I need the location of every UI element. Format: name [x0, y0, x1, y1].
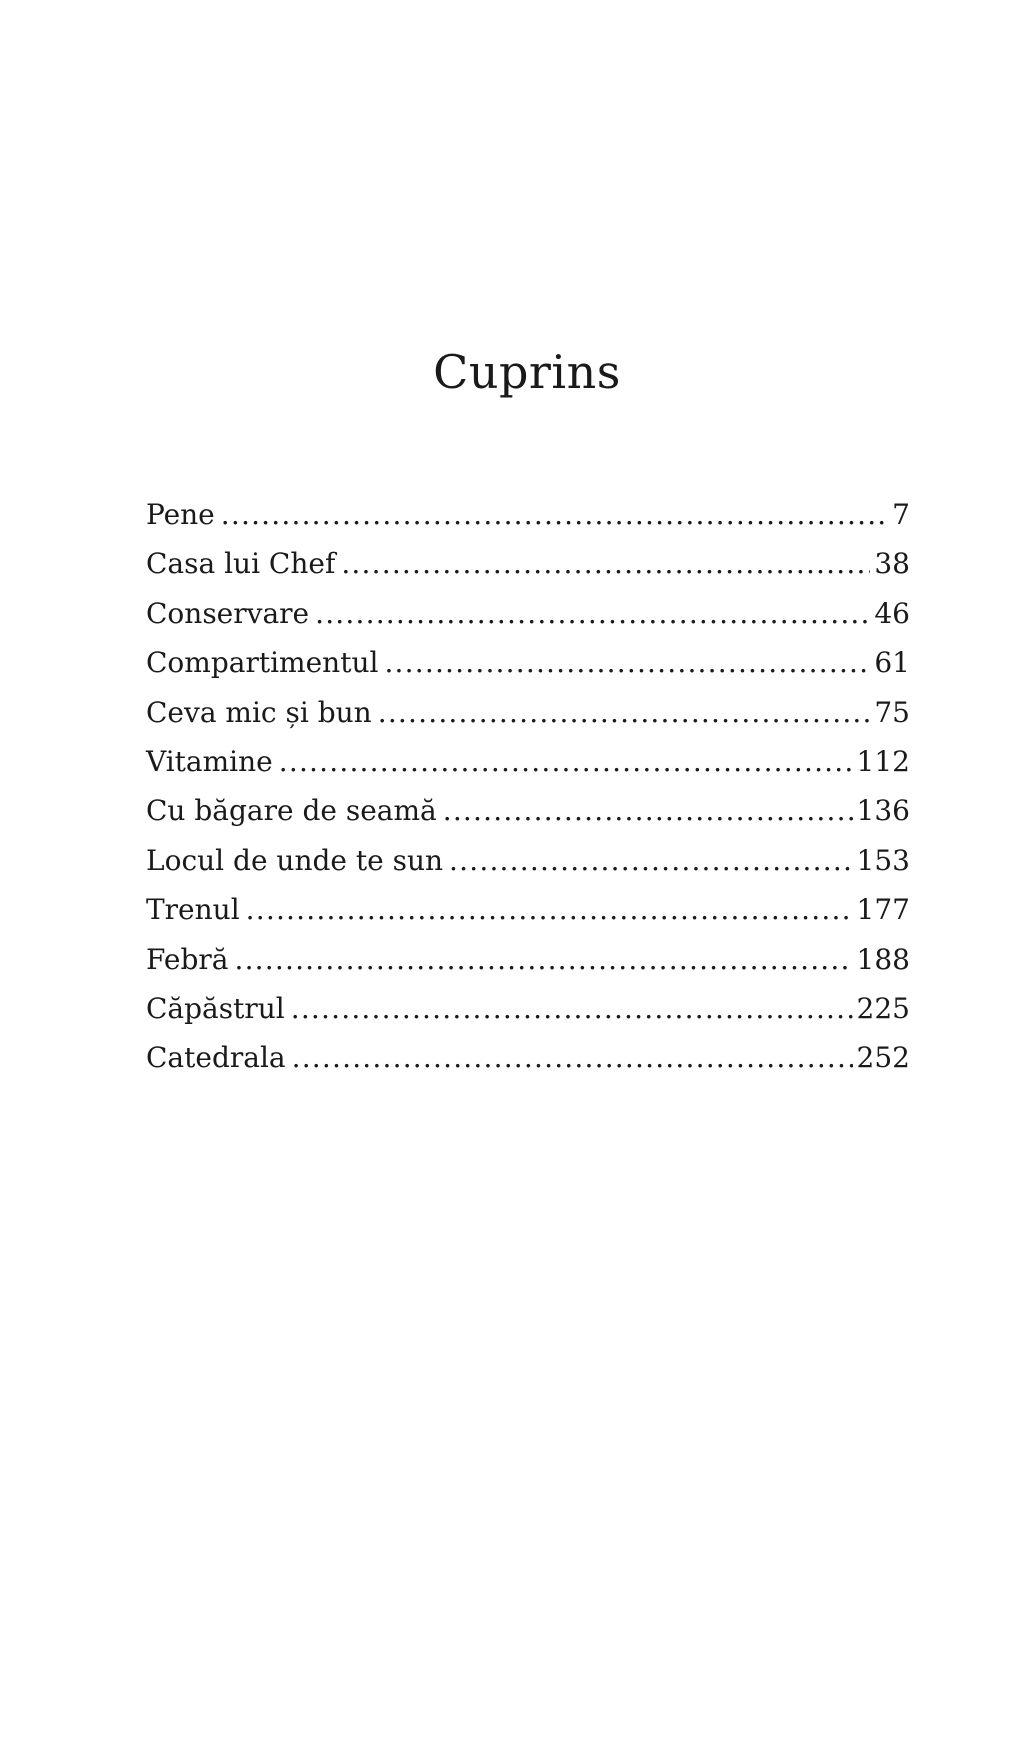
dot-leader	[279, 737, 853, 786]
toc-entry	[146, 539, 910, 588]
dot-leader	[384, 638, 870, 687]
toc-entry-page: 252	[856, 1041, 910, 1075]
toc-entry-page: 225	[856, 991, 910, 1025]
toc-entry	[146, 836, 910, 885]
toc-entry-page: 61	[874, 646, 910, 680]
toc-entry-title: Febră	[146, 942, 229, 976]
toc-entry-title: Locul de unde te sun	[146, 843, 444, 877]
toc-entry-page: 38	[874, 547, 910, 581]
dot-leader	[378, 688, 871, 737]
toc-entry-page: 46	[874, 596, 910, 630]
dot-leader	[221, 490, 888, 539]
toc-entry-title: Catedrala	[146, 1041, 286, 1075]
dot-leader	[341, 539, 870, 588]
toc-entry-page: 7	[892, 498, 910, 531]
dot-leader	[292, 1033, 853, 1082]
toc-entry-title: Trenul	[146, 893, 240, 927]
toc-entry-title: Pene	[146, 498, 215, 531]
toc-entry-page: 112	[856, 744, 910, 778]
toc-entry	[146, 638, 910, 687]
toc-entry-title: Ceva mic și bun	[146, 695, 372, 729]
toc-entry-title: Compartimentul	[146, 646, 379, 680]
page-title: Cuprins	[433, 345, 621, 399]
toc-entry-page: 177	[856, 893, 910, 927]
toc-entry-title: Casa lui Chef	[146, 547, 336, 581]
toc-entry	[146, 688, 910, 737]
toc-entry-page: 136	[856, 794, 910, 828]
toc-entry-page: 75	[874, 695, 910, 729]
toc-entry-page: 188	[856, 942, 910, 976]
toc-entry-title: Vitamine	[146, 744, 273, 778]
dot-leader	[291, 984, 853, 1033]
toc-entry	[146, 984, 910, 1033]
toc-entry	[146, 885, 910, 934]
toc-entry-page: 153	[856, 843, 910, 877]
dot-leader	[246, 885, 853, 934]
dot-leader	[234, 935, 852, 984]
toc-entry	[146, 786, 910, 835]
toc-entry	[146, 1033, 910, 1082]
toc-entry	[146, 737, 910, 786]
toc-entry	[146, 935, 910, 984]
toc-entry-title: Conservare	[146, 596, 310, 630]
toc-entry	[146, 589, 910, 638]
toc-entry	[146, 490, 910, 539]
table-of-contents	[146, 490, 910, 1083]
toc-entry-title: Căpăstrul	[146, 991, 285, 1025]
dot-leader	[315, 589, 870, 638]
dot-leader	[443, 786, 853, 835]
toc-entry-title: Cu băgare de seamă	[146, 794, 437, 828]
dot-leader	[449, 836, 853, 885]
